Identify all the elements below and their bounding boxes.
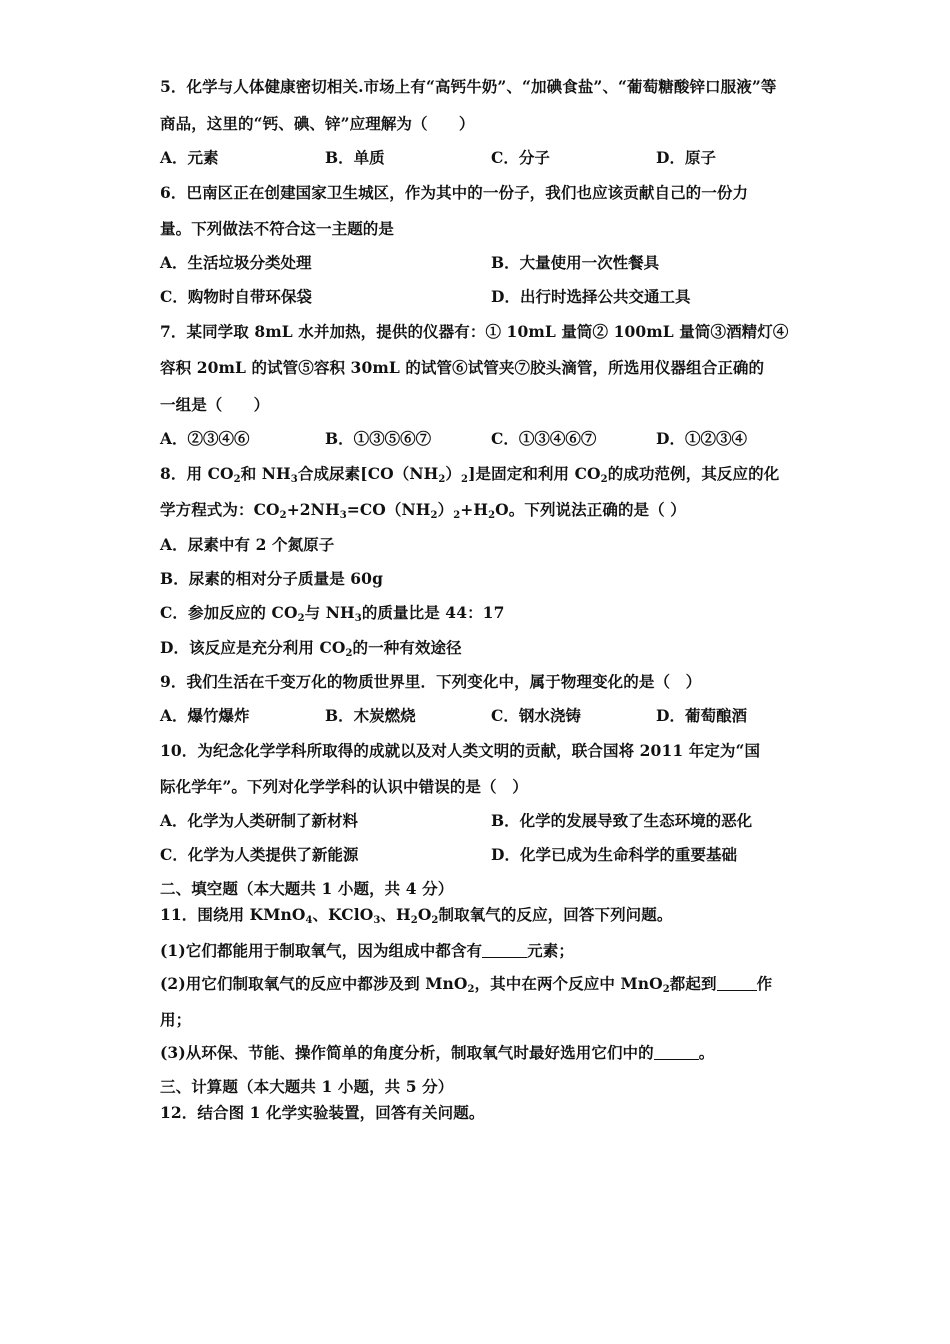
q11-part-1: (1)它们都能用于制取氧气，因为组成中都含有 元素； [160, 941, 574, 960]
q8-line-2: 学方程式为：$CO_2+2NH_3=CO(NH_2)_2+H_2O$。下列说法正确的是（ ） [160, 500, 686, 521]
q11-part-2: (2)用它们制取氧气的反应中都涉及到 MnO$_2$，其中在两个反应中 MnO$_2$都起到 作 [160, 974, 773, 995]
q10-line-2: 际化学年”。下列对化学学科的认识中错误的是（ ） [160, 777, 528, 796]
q7-line-3: 一组是（ ） [160, 395, 270, 414]
q9-option-b: B．木炭燃烧 [325, 706, 416, 725]
section-heading-calculation: 三、计算题（本大题共 1 小题，共 5 分） [160, 1077, 454, 1096]
q9-line-1: 9．我们生活在千变万化的物质世界里．下列变化中，属于物理变化的是（ ） [160, 672, 702, 691]
q5-line-2: 商品，这里的“钙、碘、锌”应理解为（ ） [160, 114, 475, 133]
q5-line-1: 5．化学与人体健康密切相关.市场上有“高钙牛奶”、“加碘食盐”、“葡萄糖酸锌口服液”等 [160, 77, 777, 96]
q7-line-1: 7．某同学取 8mL 水并加热，提供的仪器有：① 10mL 量筒② 100mL 量筒③酒精灯④ [160, 322, 789, 341]
q9-option-a: A．爆竹爆炸 [160, 706, 250, 725]
q5-option-a: A．元素 [160, 148, 219, 167]
q10-option-d: D．化学已成为生命科学的重要基础 [491, 845, 737, 864]
q10-line-1: 10．为纪念化学学科所取得的成就以及对人类文明的贡献，联合国将 2011 年定为“国 [160, 741, 761, 760]
q8-option-b: B．尿素的相对分子质量是 60g [160, 569, 384, 588]
q9-option-d: D．葡萄酿酒 [656, 706, 747, 725]
q11-part-2-line-2: 用； [160, 1010, 192, 1029]
q11-line-1: 11．围绕用 KMnO$_4$、KClO$_3$、$H_2O_2$制取氧气的反应，回答下列问题。 [160, 905, 673, 926]
q8-option-c: C．参加反应的 $CO_2$与 $NH_3$的质量比是 44：17 [160, 603, 505, 624]
q5-option-c: C．分子 [491, 148, 550, 167]
q6-option-a: A．生活垃圾分类处理 [160, 253, 312, 272]
q6-option-b: B．大量使用一次性餐具 [491, 253, 660, 272]
q5-option-d: D．原子 [656, 148, 716, 167]
answer-blank [654, 1045, 699, 1060]
q6-option-c: C．购物时自带环保袋 [160, 287, 312, 306]
q8-option-a: A．尿素中有 2 个氮原子 [160, 535, 335, 554]
q8-option-d: D．该反应是充分利用 $CO_2$的一种有效途径 [160, 638, 462, 659]
q7-line-2: 容积 20mL 的试管⑤容积 30mL 的试管⑥试管夹⑦胶头滴管，所选用仪器组合正确的 [160, 358, 765, 377]
q7-option-d: D．①②③④ [656, 429, 747, 448]
q6-line-1: 6．巴南区正在创建国家卫生城区，作为其中的一份子，我们也应该贡献自己的一份力 [160, 183, 749, 202]
answer-blank [482, 943, 527, 958]
q5-option-b: B．单质 [325, 148, 385, 167]
answer-blank [717, 976, 757, 991]
section-heading-fill-in: 二、填空题（本大题共 1 小题，共 4 分） [160, 879, 454, 898]
q9-option-c: C．钢水浇铸 [491, 706, 581, 725]
q11-part-3: (3)从环保、节能、操作简单的角度分析，制取氧气时最好选用它们中的 。 [160, 1043, 715, 1062]
q6-line-2: 量。下列做法不符合这一主题的是 [160, 219, 395, 238]
q10-option-a: A．化学为人类研制了新材料 [160, 811, 359, 830]
q7-option-c: C．①③④⑥⑦ [491, 429, 597, 448]
q10-option-b: B．化学的发展导致了生态环境的恶化 [491, 811, 753, 830]
q7-option-a: A．②③④⑥ [160, 429, 250, 448]
q6-option-d: D．出行时选择公共交通工具 [491, 287, 691, 306]
q8-line-1: 8．用 $CO_2$和 $NH_3$合成尿素$[CO(NH_2)_2]$是固定和利用 $CO_2$的成功范例，其反应的化 [160, 464, 780, 485]
q7-option-b: B．①③⑤⑥⑦ [325, 429, 432, 448]
q12-line-1: 12．结合图 1 化学实验装置，回答有关问题。 [160, 1103, 485, 1122]
q10-option-c: C．化学为人类提供了新能源 [160, 845, 359, 864]
